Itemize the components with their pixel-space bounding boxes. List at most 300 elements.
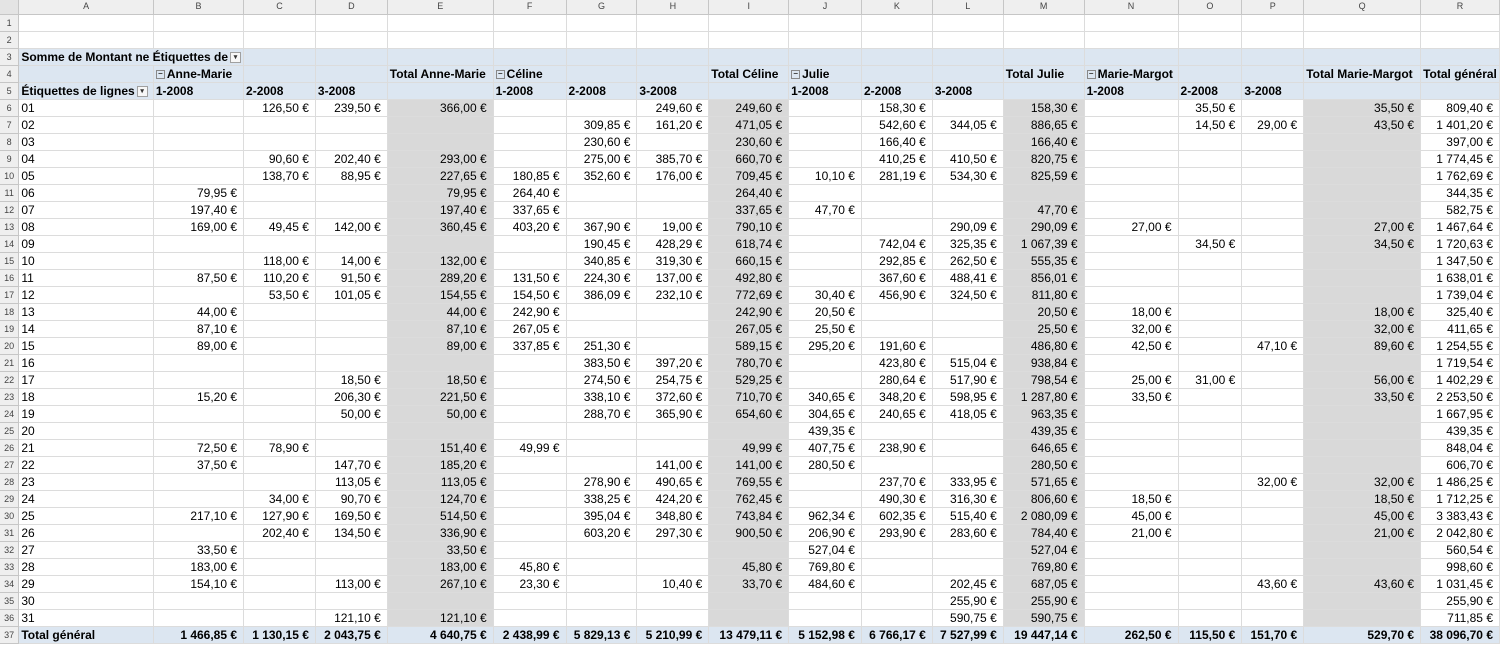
value-cell[interactable] bbox=[1084, 150, 1178, 167]
subtotal-cell[interactable] bbox=[1304, 456, 1421, 473]
pivot-value-title-cell[interactable] bbox=[19, 48, 244, 65]
row-label-cell[interactable]: 05 bbox=[19, 167, 154, 184]
header-band-cell[interactable] bbox=[1242, 48, 1304, 65]
row-label-cell[interactable]: 18 bbox=[19, 388, 154, 405]
row-label-cell[interactable]: 21 bbox=[19, 439, 154, 456]
value-cell[interactable]: 352,60 € bbox=[566, 167, 637, 184]
subtotal-cell[interactable]: 47,70 € bbox=[1003, 201, 1084, 218]
value-cell[interactable] bbox=[244, 201, 316, 218]
value-cell[interactable] bbox=[244, 184, 316, 201]
header-band-cell[interactable] bbox=[493, 48, 566, 65]
value-cell[interactable] bbox=[244, 116, 316, 133]
value-cell[interactable] bbox=[566, 439, 637, 456]
row-header[interactable]: 19 bbox=[0, 320, 19, 337]
column-header[interactable]: I bbox=[709, 0, 789, 14]
value-cell[interactable]: 267,05 € bbox=[493, 320, 566, 337]
subtotal-cell[interactable]: 50,00 € bbox=[387, 405, 493, 422]
subtotal-cell[interactable]: 280,50 € bbox=[1003, 456, 1084, 473]
value-cell[interactable] bbox=[1084, 609, 1178, 626]
value-cell[interactable]: 20,50 € bbox=[789, 303, 862, 320]
minus-collapse-icon[interactable]: − bbox=[791, 70, 800, 79]
value-cell[interactable]: 191,60 € bbox=[861, 337, 932, 354]
value-cell[interactable]: 29,00 € bbox=[1242, 116, 1304, 133]
select-all-corner[interactable] bbox=[0, 0, 19, 14]
value-cell[interactable] bbox=[1242, 133, 1304, 150]
row-label-cell[interactable]: 29 bbox=[19, 575, 154, 592]
value-cell[interactable]: 395,04 € bbox=[566, 507, 637, 524]
value-cell[interactable] bbox=[153, 490, 243, 507]
value-cell[interactable]: 288,70 € bbox=[566, 405, 637, 422]
value-cell[interactable]: 348,20 € bbox=[861, 388, 932, 405]
value-cell[interactable] bbox=[315, 133, 387, 150]
value-cell[interactable] bbox=[932, 337, 1003, 354]
value-cell[interactable] bbox=[789, 473, 862, 490]
value-cell[interactable]: 367,90 € bbox=[566, 218, 637, 235]
value-cell[interactable]: 183,00 € bbox=[153, 558, 243, 575]
subtotal-cell[interactable]: 124,70 € bbox=[387, 490, 493, 507]
value-cell[interactable] bbox=[861, 558, 932, 575]
header-band-cell[interactable] bbox=[1178, 65, 1242, 82]
subtotal-cell[interactable]: 798,54 € bbox=[1003, 371, 1084, 388]
value-cell[interactable] bbox=[637, 201, 709, 218]
row-header[interactable]: 16 bbox=[0, 269, 19, 286]
subtotal-cell[interactable]: 35,50 € bbox=[1304, 99, 1421, 116]
value-cell[interactable] bbox=[1242, 592, 1304, 609]
value-cell[interactable] bbox=[1178, 405, 1242, 422]
subtotal-cell[interactable]: 44,00 € bbox=[387, 303, 493, 320]
value-cell[interactable] bbox=[493, 252, 566, 269]
value-cell[interactable] bbox=[493, 133, 566, 150]
subtotal-cell[interactable]: 1 067,39 € bbox=[1003, 235, 1084, 252]
column-header[interactable]: L bbox=[932, 0, 1003, 14]
value-cell[interactable] bbox=[1084, 99, 1178, 116]
value-cell[interactable] bbox=[1242, 184, 1304, 201]
subtotal-cell[interactable]: 293,00 € bbox=[387, 150, 493, 167]
pivot-group-total-header[interactable]: Total Julie bbox=[1003, 65, 1084, 82]
row-header[interactable]: 3 bbox=[0, 48, 19, 65]
subtotal-cell[interactable]: 856,01 € bbox=[1003, 269, 1084, 286]
value-cell[interactable] bbox=[153, 422, 243, 439]
grand-total-cell[interactable]: 262,50 € bbox=[1084, 626, 1178, 643]
subtotal-cell[interactable]: 762,45 € bbox=[709, 490, 789, 507]
value-cell[interactable]: 410,50 € bbox=[932, 150, 1003, 167]
value-cell[interactable] bbox=[1242, 235, 1304, 252]
value-cell[interactable]: 264,40 € bbox=[493, 184, 566, 201]
value-cell[interactable]: 324,50 € bbox=[932, 286, 1003, 303]
subtotal-cell[interactable] bbox=[1304, 286, 1421, 303]
cell[interactable] bbox=[1084, 31, 1178, 48]
subtotal-cell[interactable]: 249,60 € bbox=[709, 99, 789, 116]
value-cell[interactable] bbox=[637, 133, 709, 150]
value-cell[interactable]: 325,40 € bbox=[1421, 303, 1500, 320]
value-cell[interactable]: 197,40 € bbox=[153, 201, 243, 218]
subtotal-cell[interactable] bbox=[387, 354, 493, 371]
column-header[interactable]: G bbox=[566, 0, 637, 14]
subtotal-cell[interactable]: 886,65 € bbox=[1003, 116, 1084, 133]
subtotal-cell[interactable]: 185,20 € bbox=[387, 456, 493, 473]
value-cell[interactable] bbox=[861, 218, 932, 235]
row-header[interactable]: 14 bbox=[0, 235, 19, 252]
value-cell[interactable]: 49,99 € bbox=[493, 439, 566, 456]
value-cell[interactable] bbox=[932, 439, 1003, 456]
header-band-cell[interactable] bbox=[932, 65, 1003, 82]
subtotal-cell[interactable]: 34,50 € bbox=[1304, 235, 1421, 252]
value-cell[interactable]: 1 712,25 € bbox=[1421, 490, 1500, 507]
value-cell[interactable]: 598,95 € bbox=[932, 388, 1003, 405]
subtotal-cell[interactable]: 1 287,80 € bbox=[1003, 388, 1084, 405]
header-band-cell[interactable] bbox=[387, 82, 493, 99]
subtotal-cell[interactable]: 811,80 € bbox=[1003, 286, 1084, 303]
column-header[interactable]: N bbox=[1084, 0, 1178, 14]
row-header[interactable]: 8 bbox=[0, 133, 19, 150]
subtotal-cell[interactable]: 514,50 € bbox=[387, 507, 493, 524]
row-label-cell[interactable]: 02 bbox=[19, 116, 154, 133]
value-cell[interactable]: 35,50 € bbox=[1178, 99, 1242, 116]
value-cell[interactable]: 517,90 € bbox=[932, 371, 1003, 388]
subtotal-cell[interactable]: 290,09 € bbox=[1003, 218, 1084, 235]
value-cell[interactable]: 410,25 € bbox=[861, 150, 932, 167]
value-cell[interactable]: 428,29 € bbox=[637, 235, 709, 252]
cell[interactable] bbox=[932, 14, 1003, 31]
column-header[interactable]: O bbox=[1178, 0, 1242, 14]
header-band-cell[interactable] bbox=[244, 65, 316, 82]
header-band-cell[interactable] bbox=[1304, 48, 1421, 65]
pivot-subcolumn-header[interactable]: 3-2008 bbox=[315, 82, 387, 99]
subtotal-cell[interactable] bbox=[709, 541, 789, 558]
value-cell[interactable]: 590,75 € bbox=[932, 609, 1003, 626]
value-cell[interactable]: 142,00 € bbox=[315, 218, 387, 235]
value-cell[interactable] bbox=[1084, 286, 1178, 303]
value-cell[interactable] bbox=[244, 609, 316, 626]
value-cell[interactable]: 32,00 € bbox=[1084, 320, 1178, 337]
value-cell[interactable]: 304,65 € bbox=[789, 405, 862, 422]
subtotal-cell[interactable]: 18,50 € bbox=[1304, 490, 1421, 507]
value-cell[interactable] bbox=[153, 473, 243, 490]
value-cell[interactable]: 254,75 € bbox=[637, 371, 709, 388]
value-cell[interactable]: 118,00 € bbox=[244, 252, 316, 269]
value-cell[interactable]: 1 347,50 € bbox=[1421, 252, 1500, 269]
value-cell[interactable]: 45,80 € bbox=[493, 558, 566, 575]
value-cell[interactable] bbox=[637, 337, 709, 354]
value-cell[interactable]: 237,70 € bbox=[861, 473, 932, 490]
value-cell[interactable] bbox=[789, 490, 862, 507]
value-cell[interactable] bbox=[861, 422, 932, 439]
value-cell[interactable] bbox=[1178, 286, 1242, 303]
value-cell[interactable] bbox=[566, 592, 637, 609]
pivot-group-total-header[interactable]: Total Anne-Marie bbox=[387, 65, 493, 82]
value-cell[interactable] bbox=[566, 609, 637, 626]
value-cell[interactable] bbox=[153, 371, 243, 388]
value-cell[interactable]: 998,60 € bbox=[1421, 558, 1500, 575]
value-cell[interactable] bbox=[932, 99, 1003, 116]
filter-dropdown-icon[interactable]: ▾ bbox=[137, 86, 148, 97]
row-header[interactable]: 27 bbox=[0, 456, 19, 473]
row-header[interactable]: 9 bbox=[0, 150, 19, 167]
subtotal-cell[interactable]: 264,40 € bbox=[709, 184, 789, 201]
row-label-cell[interactable]: 27 bbox=[19, 541, 154, 558]
value-cell[interactable] bbox=[566, 456, 637, 473]
cell[interactable] bbox=[1421, 31, 1500, 48]
value-cell[interactable] bbox=[244, 541, 316, 558]
cell[interactable] bbox=[153, 31, 243, 48]
row-header[interactable]: 13 bbox=[0, 218, 19, 235]
cell[interactable] bbox=[566, 14, 637, 31]
subtotal-cell[interactable]: 660,70 € bbox=[709, 150, 789, 167]
value-cell[interactable] bbox=[1178, 337, 1242, 354]
value-cell[interactable] bbox=[493, 235, 566, 252]
value-cell[interactable]: 338,10 € bbox=[566, 388, 637, 405]
value-cell[interactable] bbox=[244, 388, 316, 405]
value-cell[interactable] bbox=[153, 99, 243, 116]
value-cell[interactable] bbox=[566, 558, 637, 575]
pivot-group-header[interactable] bbox=[153, 65, 243, 82]
row-header[interactable]: 4 bbox=[0, 65, 19, 82]
value-cell[interactable]: 19,00 € bbox=[637, 218, 709, 235]
value-cell[interactable] bbox=[932, 320, 1003, 337]
row-label-cell[interactable]: 10 bbox=[19, 252, 154, 269]
value-cell[interactable] bbox=[315, 439, 387, 456]
subtotal-cell[interactable] bbox=[387, 133, 493, 150]
value-cell[interactable]: 769,80 € bbox=[789, 558, 862, 575]
value-cell[interactable]: 217,10 € bbox=[153, 507, 243, 524]
subtotal-cell[interactable]: 710,70 € bbox=[709, 388, 789, 405]
value-cell[interactable] bbox=[637, 541, 709, 558]
subtotal-cell[interactable]: 183,00 € bbox=[387, 558, 493, 575]
value-cell[interactable]: 275,00 € bbox=[566, 150, 637, 167]
value-cell[interactable]: 515,04 € bbox=[932, 354, 1003, 371]
pivot-subcolumn-header[interactable]: 3-2008 bbox=[932, 82, 1003, 99]
value-cell[interactable] bbox=[1084, 269, 1178, 286]
value-cell[interactable] bbox=[153, 405, 243, 422]
value-cell[interactable] bbox=[566, 184, 637, 201]
value-cell[interactable] bbox=[637, 592, 709, 609]
cell[interactable] bbox=[566, 31, 637, 48]
value-cell[interactable]: 344,35 € bbox=[1421, 184, 1500, 201]
row-label-cell[interactable]: 16 bbox=[19, 354, 154, 371]
value-cell[interactable] bbox=[1178, 269, 1242, 286]
value-cell[interactable] bbox=[493, 456, 566, 473]
value-cell[interactable] bbox=[153, 116, 243, 133]
value-cell[interactable]: 1 774,45 € bbox=[1421, 150, 1500, 167]
value-cell[interactable]: 386,09 € bbox=[566, 286, 637, 303]
value-cell[interactable]: 101,05 € bbox=[315, 286, 387, 303]
subtotal-cell[interactable] bbox=[1304, 405, 1421, 422]
value-cell[interactable] bbox=[315, 558, 387, 575]
subtotal-cell[interactable]: 154,55 € bbox=[387, 286, 493, 303]
pivot-subcolumn-header[interactable]: 1-2008 bbox=[153, 82, 243, 99]
subtotal-cell[interactable]: 18,00 € bbox=[1304, 303, 1421, 320]
cell[interactable] bbox=[709, 14, 789, 31]
cell[interactable] bbox=[19, 14, 154, 31]
value-cell[interactable] bbox=[153, 167, 243, 184]
value-cell[interactable] bbox=[861, 456, 932, 473]
subtotal-cell[interactable]: 27,00 € bbox=[1304, 218, 1421, 235]
row-header[interactable]: 24 bbox=[0, 405, 19, 422]
subtotal-cell[interactable]: 230,60 € bbox=[709, 133, 789, 150]
value-cell[interactable] bbox=[1242, 609, 1304, 626]
value-cell[interactable]: 407,75 € bbox=[789, 439, 862, 456]
value-cell[interactable]: 47,10 € bbox=[1242, 337, 1304, 354]
value-cell[interactable] bbox=[1178, 558, 1242, 575]
value-cell[interactable]: 278,90 € bbox=[566, 473, 637, 490]
pivot-group-total-header[interactable]: Total Céline bbox=[709, 65, 789, 82]
pivot-subcolumn-header[interactable]: 3-2008 bbox=[1242, 82, 1304, 99]
subtotal-cell[interactable]: 45,80 € bbox=[709, 558, 789, 575]
value-cell[interactable] bbox=[566, 541, 637, 558]
pivot-subcolumn-header[interactable]: 2-2008 bbox=[1178, 82, 1242, 99]
grand-total-cell[interactable]: 2 438,99 € bbox=[493, 626, 566, 643]
value-cell[interactable]: 344,05 € bbox=[932, 116, 1003, 133]
value-cell[interactable]: 190,45 € bbox=[566, 235, 637, 252]
row-label-cell[interactable]: 23 bbox=[19, 473, 154, 490]
value-cell[interactable] bbox=[1084, 592, 1178, 609]
value-cell[interactable] bbox=[1178, 473, 1242, 490]
header-band-cell[interactable] bbox=[244, 48, 316, 65]
value-cell[interactable]: 848,04 € bbox=[1421, 439, 1500, 456]
value-cell[interactable] bbox=[493, 116, 566, 133]
row-label-cell[interactable]: 22 bbox=[19, 456, 154, 473]
value-cell[interactable]: 582,75 € bbox=[1421, 201, 1500, 218]
header-band-cell[interactable] bbox=[1084, 48, 1178, 65]
value-cell[interactable] bbox=[932, 558, 1003, 575]
row-header[interactable]: 7 bbox=[0, 116, 19, 133]
column-header[interactable]: B bbox=[153, 0, 243, 14]
cell[interactable] bbox=[1178, 14, 1242, 31]
value-cell[interactable] bbox=[493, 354, 566, 371]
cell[interactable] bbox=[789, 31, 862, 48]
value-cell[interactable] bbox=[315, 592, 387, 609]
subtotal-cell[interactable]: 141,00 € bbox=[709, 456, 789, 473]
value-cell[interactable] bbox=[1242, 371, 1304, 388]
dropdown-arrow-icon[interactable]: ▾ bbox=[230, 52, 241, 63]
grand-total-cell[interactable]: 1 466,85 € bbox=[153, 626, 243, 643]
value-cell[interactable]: 348,80 € bbox=[637, 507, 709, 524]
grand-total-cell[interactable]: 38 096,70 € bbox=[1421, 626, 1500, 643]
value-cell[interactable]: 255,90 € bbox=[932, 592, 1003, 609]
value-cell[interactable]: 338,25 € bbox=[566, 490, 637, 507]
value-cell[interactable]: 89,00 € bbox=[153, 337, 243, 354]
subtotal-cell[interactable] bbox=[1304, 422, 1421, 439]
row-header[interactable]: 37 bbox=[0, 626, 19, 643]
value-cell[interactable]: 397,00 € bbox=[1421, 133, 1500, 150]
value-cell[interactable] bbox=[1084, 133, 1178, 150]
value-cell[interactable] bbox=[637, 609, 709, 626]
row-header[interactable]: 34 bbox=[0, 575, 19, 592]
value-cell[interactable] bbox=[1242, 167, 1304, 184]
value-cell[interactable] bbox=[244, 422, 316, 439]
value-cell[interactable] bbox=[1242, 320, 1304, 337]
value-cell[interactable] bbox=[1242, 252, 1304, 269]
row-header[interactable]: 23 bbox=[0, 388, 19, 405]
header-band-cell[interactable] bbox=[709, 82, 789, 99]
subtotal-cell[interactable]: 49,99 € bbox=[709, 439, 789, 456]
column-header[interactable]: E bbox=[387, 0, 493, 14]
minus-collapse-icon[interactable]: − bbox=[156, 70, 165, 79]
header-band-cell[interactable] bbox=[1242, 65, 1304, 82]
value-cell[interactable] bbox=[244, 354, 316, 371]
subtotal-cell[interactable] bbox=[1304, 201, 1421, 218]
value-cell[interactable]: 113,00 € bbox=[315, 575, 387, 592]
cell[interactable] bbox=[387, 31, 493, 48]
value-cell[interactable]: 337,85 € bbox=[493, 337, 566, 354]
value-cell[interactable] bbox=[1178, 133, 1242, 150]
minus-collapse-icon[interactable]: − bbox=[1087, 70, 1096, 79]
subtotal-cell[interactable]: 33,50 € bbox=[387, 541, 493, 558]
value-cell[interactable] bbox=[493, 150, 566, 167]
value-cell[interactable] bbox=[932, 456, 1003, 473]
value-cell[interactable]: 18,50 € bbox=[1084, 490, 1178, 507]
value-cell[interactable] bbox=[1178, 439, 1242, 456]
subtotal-cell[interactable] bbox=[709, 609, 789, 626]
value-cell[interactable]: 87,50 € bbox=[153, 269, 243, 286]
value-cell[interactable]: 490,30 € bbox=[861, 490, 932, 507]
value-cell[interactable] bbox=[1242, 303, 1304, 320]
grand-total-cell[interactable]: 115,50 € bbox=[1178, 626, 1242, 643]
row-header[interactable]: 22 bbox=[0, 371, 19, 388]
value-cell[interactable] bbox=[315, 422, 387, 439]
cell[interactable] bbox=[789, 14, 862, 31]
value-cell[interactable] bbox=[1084, 184, 1178, 201]
grand-total-cell[interactable]: 529,70 € bbox=[1304, 626, 1421, 643]
pivot-row-label-header[interactable] bbox=[19, 82, 154, 99]
value-cell[interactable]: 131,50 € bbox=[493, 269, 566, 286]
value-cell[interactable] bbox=[789, 184, 862, 201]
value-cell[interactable]: 30,40 € bbox=[789, 286, 862, 303]
subtotal-cell[interactable]: 20,50 € bbox=[1003, 303, 1084, 320]
subtotal-cell[interactable] bbox=[1304, 609, 1421, 626]
subtotal-cell[interactable]: 87,10 € bbox=[387, 320, 493, 337]
value-cell[interactable] bbox=[1242, 218, 1304, 235]
value-cell[interactable]: 251,30 € bbox=[566, 337, 637, 354]
pivot-subcolumn-header[interactable]: 2-2008 bbox=[244, 82, 316, 99]
value-cell[interactable] bbox=[315, 337, 387, 354]
value-cell[interactable]: 127,90 € bbox=[244, 507, 316, 524]
value-cell[interactable] bbox=[1242, 507, 1304, 524]
subtotal-cell[interactable]: 267,10 € bbox=[387, 575, 493, 592]
cell[interactable] bbox=[315, 31, 387, 48]
subtotal-cell[interactable]: 646,65 € bbox=[1003, 439, 1084, 456]
pivot-subcolumn-header[interactable]: 2-2008 bbox=[566, 82, 637, 99]
value-cell[interactable] bbox=[153, 592, 243, 609]
grand-total-cell[interactable]: 5 829,13 € bbox=[566, 626, 637, 643]
subtotal-cell[interactable]: 790,10 € bbox=[709, 218, 789, 235]
value-cell[interactable]: 249,60 € bbox=[637, 99, 709, 116]
value-cell[interactable] bbox=[1084, 575, 1178, 592]
cell[interactable] bbox=[493, 14, 566, 31]
subtotal-cell[interactable]: 471,05 € bbox=[709, 116, 789, 133]
value-cell[interactable] bbox=[315, 320, 387, 337]
value-cell[interactable] bbox=[789, 371, 862, 388]
value-cell[interactable]: 560,54 € bbox=[1421, 541, 1500, 558]
value-cell[interactable] bbox=[1084, 558, 1178, 575]
cell[interactable] bbox=[861, 14, 932, 31]
value-cell[interactable] bbox=[1178, 201, 1242, 218]
subtotal-cell[interactable]: 197,40 € bbox=[387, 201, 493, 218]
subtotal-cell[interactable]: 242,90 € bbox=[709, 303, 789, 320]
row-label-cell[interactable]: 26 bbox=[19, 524, 154, 541]
value-cell[interactable]: 53,50 € bbox=[244, 286, 316, 303]
value-cell[interactable]: 47,70 € bbox=[789, 201, 862, 218]
row-header[interactable]: 17 bbox=[0, 286, 19, 303]
value-cell[interactable] bbox=[493, 405, 566, 422]
value-cell[interactable] bbox=[566, 99, 637, 116]
row-header[interactable]: 29 bbox=[0, 490, 19, 507]
value-cell[interactable]: 292,85 € bbox=[861, 252, 932, 269]
value-cell[interactable]: 110,20 € bbox=[244, 269, 316, 286]
column-header[interactable]: P bbox=[1242, 0, 1304, 14]
subtotal-cell[interactable]: 938,84 € bbox=[1003, 354, 1084, 371]
value-cell[interactable] bbox=[244, 133, 316, 150]
